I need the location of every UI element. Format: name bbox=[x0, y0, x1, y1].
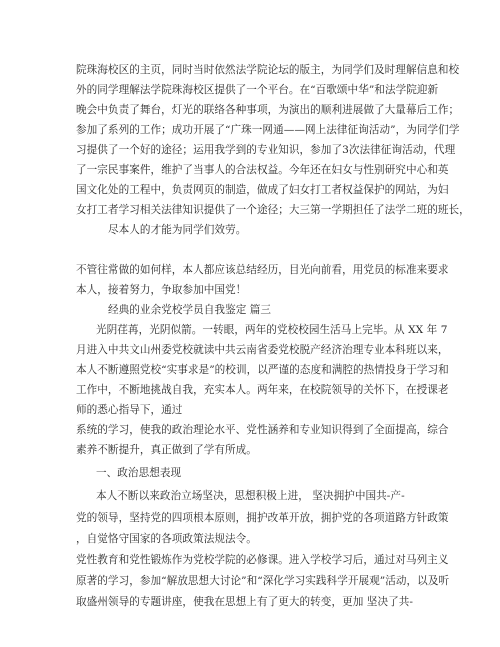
section-heading: 一、政治思想表现 bbox=[96, 467, 182, 479]
text-line: 院珠海校区的主页，同时当时依然法学院论坛的版主，为同学们及时理解信息和校 bbox=[76, 64, 460, 76]
text-line: 本人不断遵照党校“实事求是”的校训，以严谨的态度和满腔的热情投身于学习和 bbox=[76, 364, 449, 376]
text-line: ，自觉恪守国家的各项政策法规法令。 bbox=[76, 533, 257, 545]
text-line: 外的同学理解法学院珠海校区提供了一个平台。在“百歌颂中华”和法学院迎新 bbox=[76, 84, 439, 96]
text-line: 习提供了一个好的途径；运用我学到的专业知识，参加了3次法律征询活动，代理 bbox=[76, 144, 456, 156]
text-line: 工作中，不断地挑战自我，充实本人。两年来，在校院领导的关怀下，在授课老 bbox=[76, 384, 449, 396]
section-heading: 经典的业余党校学员自我鉴定 篇三 bbox=[108, 304, 272, 316]
text-line: 本人不断以来政治立场坚决，思想积极上进， 坚决拥护中国共-产- bbox=[96, 490, 405, 502]
text-line: 师的悉心指导下，通过 bbox=[76, 404, 183, 416]
text-line: 素养不断提升，真正做到了学有所成。 bbox=[76, 444, 257, 456]
text-line: 原著的学习，参加“解放思想大讨论”和“深化学习实践科学开展观”活动，以及听 bbox=[76, 575, 450, 587]
text-line: 了一宗民事案件，维护了当事人的合法权益。今年还在妇女与性别研究中心和英 bbox=[76, 164, 449, 176]
text-line: 月进入中共文山州委党校就读中共云南省委党校脱产经济治理专业本科班以来， bbox=[76, 344, 449, 356]
text-line: 参加了系列的工作；成功开展了“广珠一网通——网上法律征询活动”，为同学们学 bbox=[76, 124, 460, 136]
text-line: 不管往常做的如何样，本人都应该总结经历，目光向前看，用党员的标准来要求 bbox=[76, 264, 449, 276]
text-line: 光阴荏苒，光阴似箭。一转眼，两年的党校校园生活马上完毕。从 XX 年 7 bbox=[96, 324, 448, 336]
text-line: 国文化处的工程中，负责网页的制造，做成了妇女打工者权益保护的网站，为妇 bbox=[76, 184, 449, 196]
text-line: 本人，接着努力，争取参加中国党！ bbox=[76, 284, 247, 296]
text-line: 晚会中负责了舞台，灯光的联络各种事项，为演出的顺利进展做了大量幕后工作； bbox=[76, 104, 460, 116]
text-line: 党的领导，坚持党的四项根本原则，拥护改革开放，拥护党的各项道路方针政策 bbox=[76, 512, 449, 524]
text-line: 女打工者学习相关法律知识提供了一个途径；大三第一学期担任了法学二班的班长， bbox=[76, 204, 470, 216]
text-line: 尽本人的才能为同学们效劳。 bbox=[108, 224, 247, 236]
text-line: 取盛州领导的专题讲座，使我在思想上有了更大的转变，更加 坚决了共- bbox=[76, 596, 413, 608]
text-line: 系统的学习，使我的政治理论水平、党性涵养和专业知识得到了全面提高，综合 bbox=[76, 424, 449, 436]
text-line: 党性教育和党性锻炼作为党校学院的必修课。进入学校学习后，通过对马列主义 bbox=[76, 554, 449, 566]
